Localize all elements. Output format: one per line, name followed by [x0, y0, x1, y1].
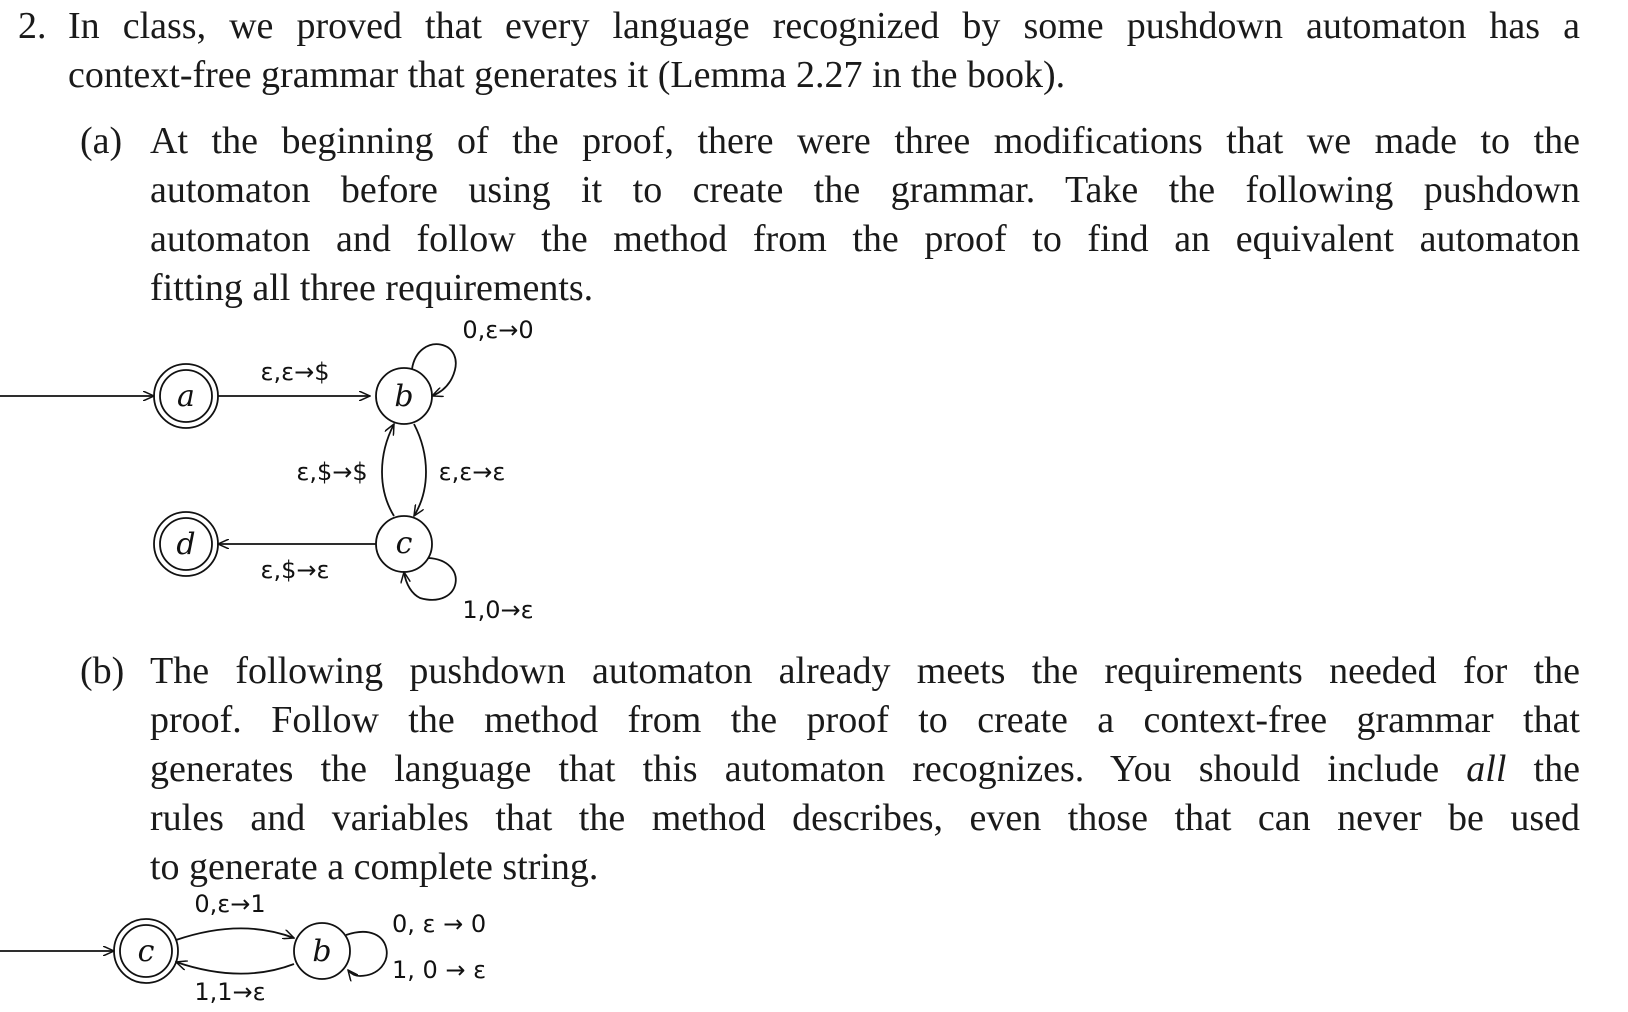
- part-b-line-5: to generate a complete string.: [150, 846, 599, 888]
- part-b-line-3-pre: generates the language that this automaton recognizes. You should include: [150, 748, 1467, 790]
- edge-c-to-b-b: [176, 928, 294, 940]
- part-a-line-2: automaton before using it to create the grammar. Take the following pushdown: [150, 169, 1580, 211]
- state-b-b-label: b: [312, 934, 332, 969]
- state-c-label: c: [395, 526, 413, 561]
- part-b-label: (b): [80, 650, 125, 692]
- loop-b: [412, 344, 456, 396]
- label-c-to-d: ε,$→ε: [260, 556, 330, 584]
- part-a-line-3: automaton and follow the method from the proof to find an equivalent automaton: [150, 218, 1580, 260]
- part-a-line-4: fitting all three requirements.: [150, 267, 594, 309]
- problem-line-2: context-free grammar that generates it (Lemma 2.27 in the book).: [68, 54, 1066, 96]
- label-b-to-c: ε,ε→ε: [438, 458, 506, 486]
- loop-b-b: [346, 932, 387, 976]
- state-d: [154, 512, 218, 576]
- label-c-to-b-b: 0,ε→1: [194, 890, 266, 918]
- state-b-label: b: [394, 379, 414, 414]
- loop-c: [404, 558, 456, 600]
- label-a-to-b: ε,ε→$: [260, 358, 330, 386]
- edge-c-to-b: [382, 424, 394, 516]
- state-a: [154, 364, 218, 428]
- state-b: [376, 368, 432, 424]
- part-a-line-1: At the beginning of the proof, there were three modifications that we made to the: [150, 120, 1580, 162]
- part-b-line-4: rules and variables that the method describes, even those that can never be used: [150, 797, 1580, 839]
- part-b-text: [150, 647, 1580, 892]
- state-c: [376, 516, 432, 572]
- label-b-loop-2: 1, 0 → ε: [392, 956, 487, 984]
- edge-b-to-c-b: [176, 962, 294, 974]
- state-c-b-label: c: [137, 934, 155, 969]
- part-b-line-2: proof. Follow the method from the proof to create a context-free grammar that: [150, 699, 1580, 741]
- part-a-text: [150, 117, 1580, 313]
- state-d-label: d: [176, 527, 196, 562]
- state-b-b: [294, 923, 350, 979]
- problem-number: 2.: [18, 5, 47, 47]
- label-c-to-b: ε,$→$: [296, 458, 368, 486]
- part-b-line-3-emphasis: all: [1466, 748, 1507, 790]
- part-b-line-3-post: the: [1506, 748, 1580, 790]
- label-b-loop: 0,ε→0: [462, 316, 534, 344]
- part-b-line-3: [150, 745, 1580, 794]
- label-b-loop-1: 0, ε → 0: [392, 910, 487, 938]
- state-c-b: [114, 919, 178, 983]
- label-c-loop: 1,0→ε: [462, 596, 534, 624]
- problem-line-1: In class, we proved that every language recognized by some pushdown automaton has a: [68, 5, 1580, 47]
- pda-diagram-a: [0, 300, 620, 630]
- pda-diagram-b: [0, 880, 560, 1012]
- edge-b-to-c: [414, 424, 426, 516]
- part-a-label: (a): [80, 120, 123, 162]
- state-a-label: a: [177, 379, 195, 414]
- label-b-to-c-b: 1,1→ε: [194, 978, 266, 1006]
- part-b-line-1: The following pushdown automaton already meets the requirements needed for the: [150, 650, 1580, 692]
- problem-statement: [68, 2, 1580, 100]
